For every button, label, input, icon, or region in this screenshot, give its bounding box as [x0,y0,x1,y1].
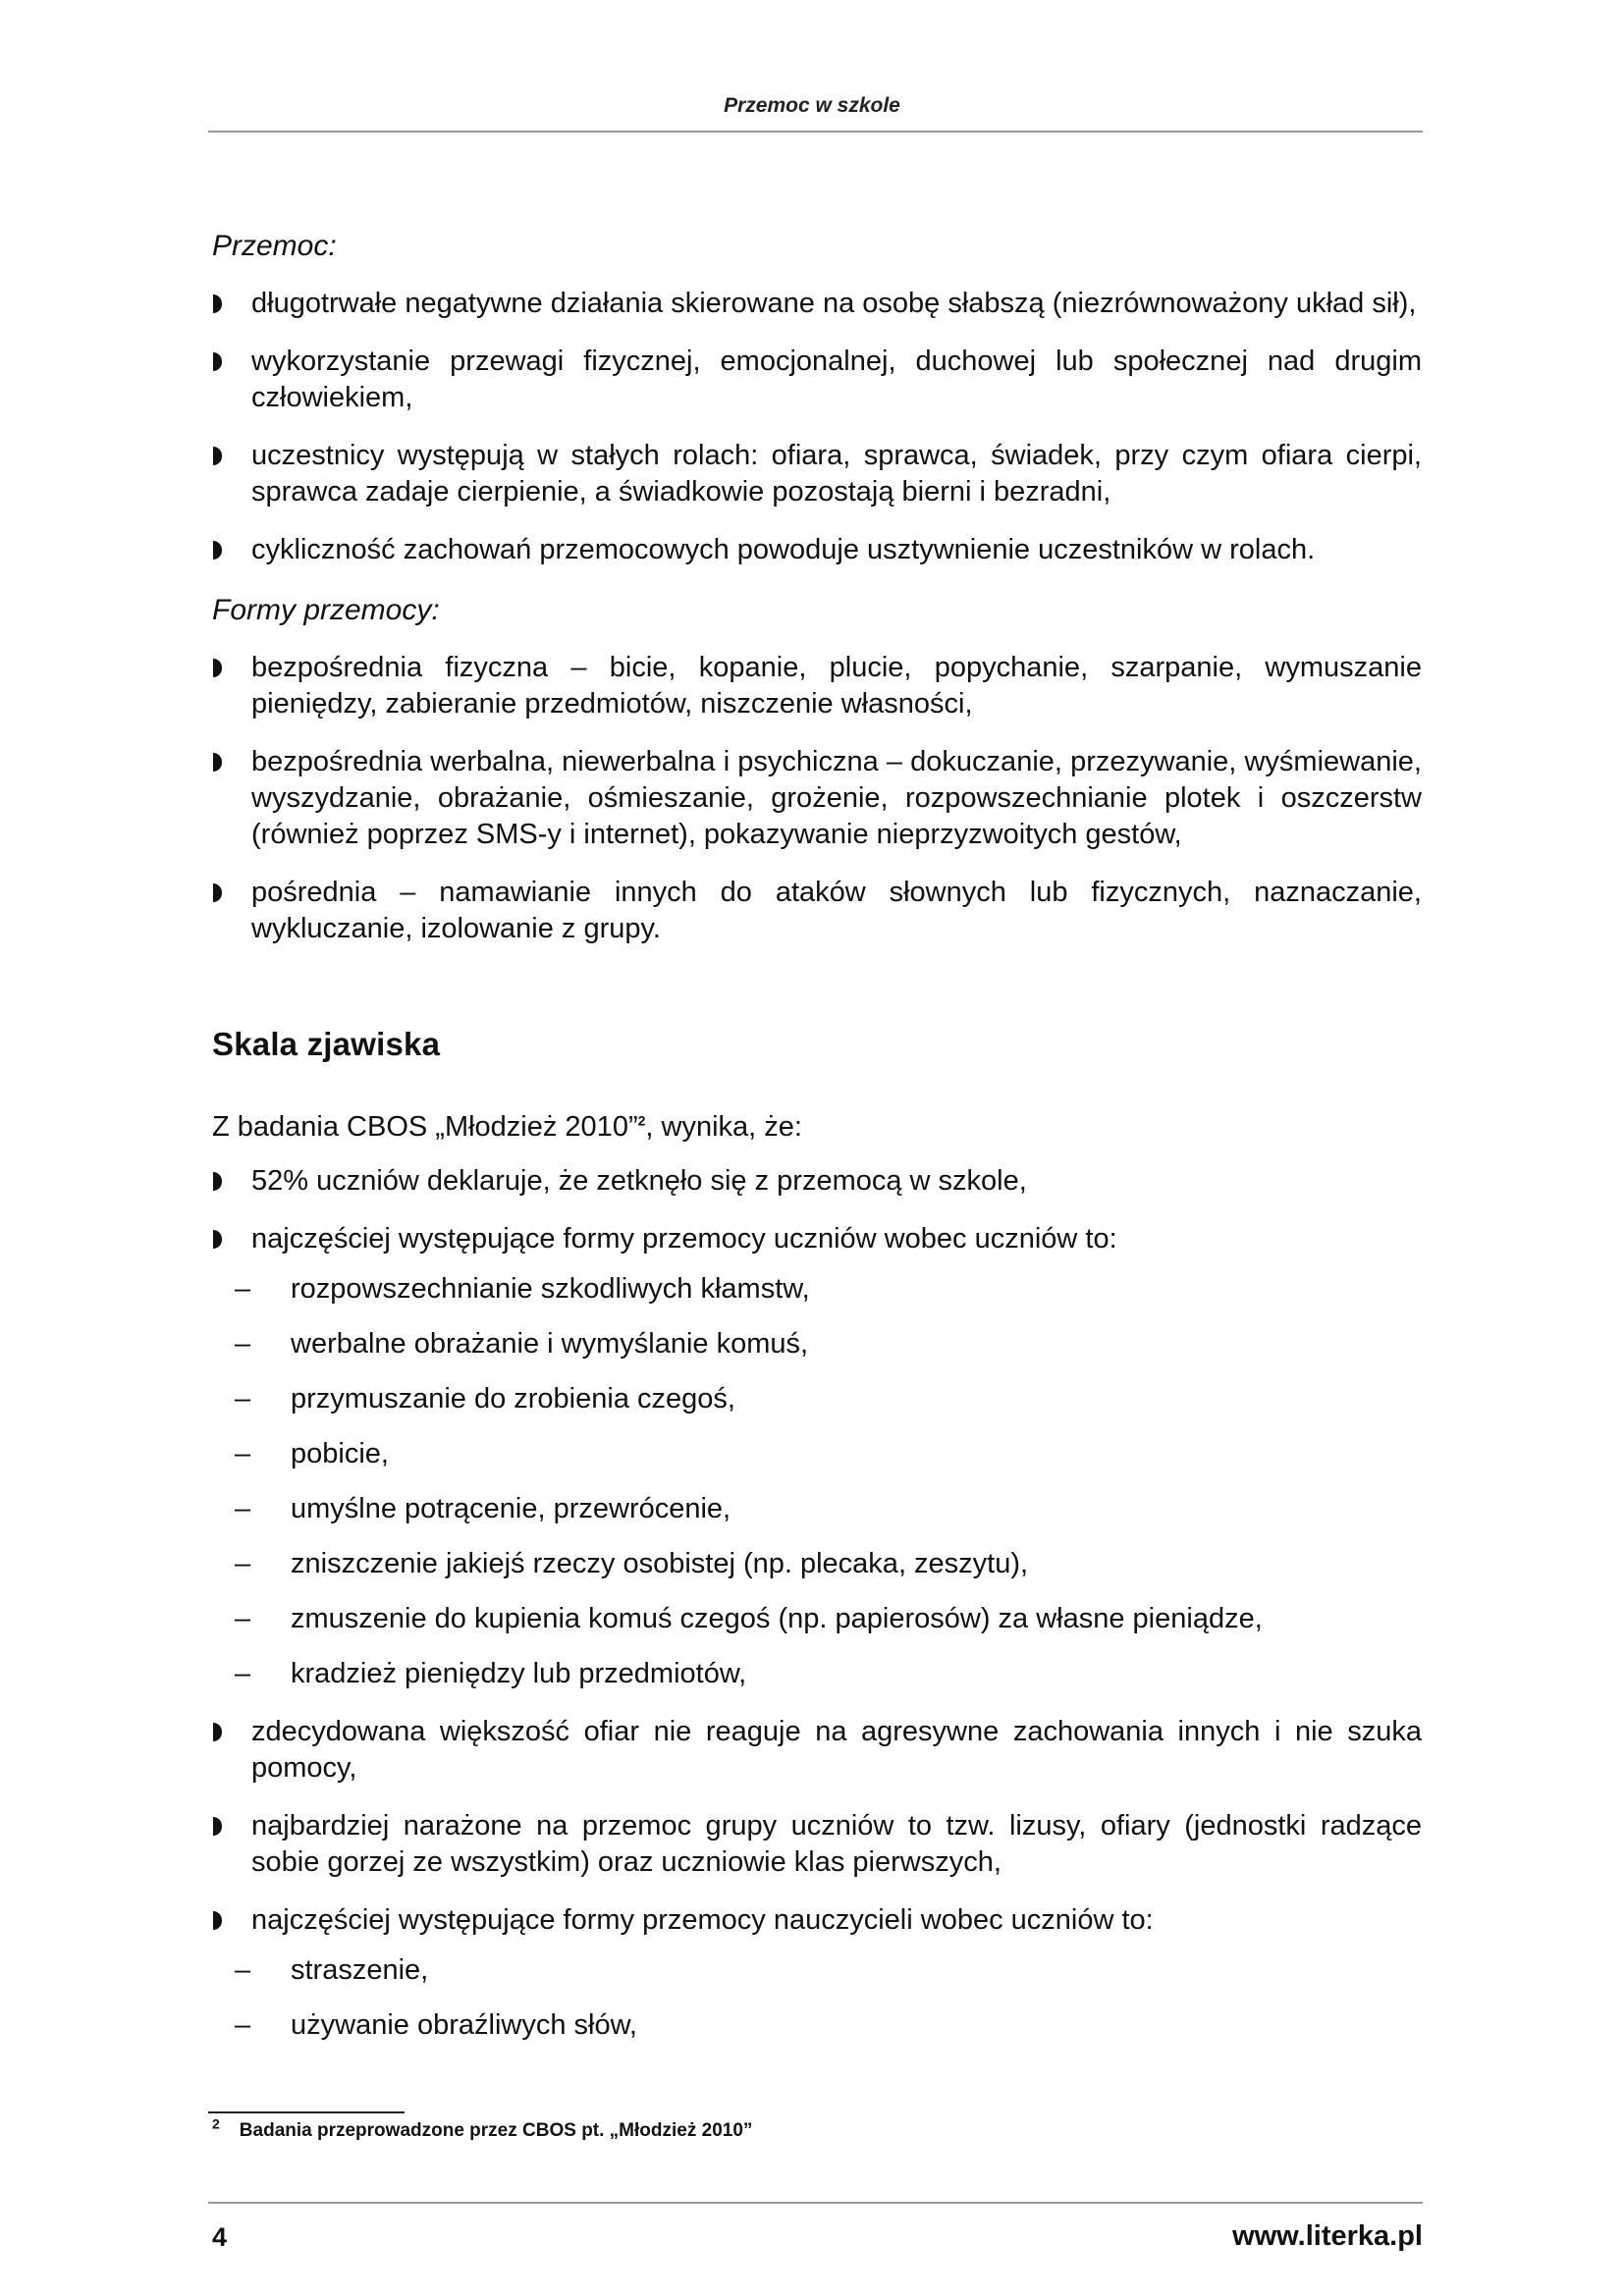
section-heading-scale: Skala zjawiska [212,1026,441,1062]
list-item-text: 52% uczniów deklaruje, że zetknęło się z przemocą w szkole, [251,1165,1027,1197]
bullet-icon [213,1817,222,1836]
sublist-item-text: rozpowszechnianie szkodliwych kłamstw, [291,1273,810,1305]
list-item [212,344,1422,416]
dash-icon: – [235,1954,251,1986]
bullet-icon [213,1911,222,1930]
dash-icon: – [235,1548,251,1579]
sublist-item [235,1952,1405,1989]
header-divider [208,131,1423,133]
list-item [212,650,1422,722]
bullet-icon [213,447,222,465]
footnote-divider [208,2111,405,2113]
sublist-item-text: zniszczenie jakiejś rzeczy osobistej (np. plecaka, zeszytu), [291,1548,1029,1579]
list-item-text: pośrednia – namawianie innych do ataków słownych lub fizycznych, naznaczanie, wykluczanie, izolowanie z grupy. [251,877,1422,944]
list-item-text: bezpośrednia werbalna, niewerbalna i psychiczna – dokuczanie, przezywanie, wyśmiewanie, wyszydzanie, obrażanie, ośmieszanie, grożenie, rozpowszechnianie plotek i oszczerstw (również poprzez SMS-y i internet), pokazywanie nieprzyzwoitych gestów, [251,746,1422,850]
dash-icon: – [235,1493,251,1524]
list-item-text: długotrwałe negatywne działania skierowane na osobę słabszą (niezrównoważony układ sił), [251,288,1417,319]
intro-text: Z badania CBOS „Młodzież 2010” [212,1111,638,1143]
running-header: Przemoc w szkole [724,94,900,117]
bullet-icon [213,753,222,772]
dash-icon: – [235,1328,251,1360]
list-item [212,286,1422,322]
footer-divider [208,2202,1423,2204]
list-item [212,438,1422,510]
sublist-item-text: zmuszenie do kupienia komuś czegoś (np. papierosów) za własne pieniądze, [291,1603,1263,1634]
teacher-forms-list [235,1952,1422,2044]
list-item-text: bezpośrednia fizyczna – bicie, kopanie, plucie, popychanie, szarpanie, wymuszanie pieniędzy, zabieranie przedmiotów, niszczenie własności, [251,652,1422,720]
dash-icon: – [235,2009,251,2041]
list-item-text: najczęściej występujące formy przemocy uczniów wobec uczniów to: [251,1223,1117,1255]
bullet-icon [213,1172,222,1191]
scale-intro [212,1109,1422,1146]
bullet-icon [213,883,222,902]
list-item [212,1808,1422,1881]
footnote [212,2115,753,2142]
list-item-text: najbardziej narażone na przemoc grupy uczniów to tzw. lizusy, ofiary (jednostki radzące sobie gorzej ze wszystkim) oraz uczniowie klas pierwszych, [251,1810,1422,1878]
list-item [212,1221,1422,1692]
list-item-text: zdecydowana większość ofiar nie reaguje na agresywne zachowania innych i nie szuka pomocy, [251,1716,1422,1784]
footnote-marker: 2 [212,2115,220,2132]
sublist-item [235,1326,1405,1362]
dash-icon: – [235,1273,251,1305]
sublist-item [235,1491,1405,1527]
bullet-icon [213,659,222,677]
site-url: www.literka.pl [1232,2220,1423,2252]
sublist-item [235,1436,1405,1472]
violence-list [212,286,1422,568]
student-forms-list [235,1271,1422,1692]
list-item-text: cykliczność zachowań przemocowych powoduje usztywnienie uczestników w rolach. [251,534,1316,565]
bullet-icon [213,352,222,371]
sublist-item [235,1271,1405,1308]
footnote-text: Badania przeprowadzone przez CBOS pt. „Młodzież 2010” [239,2120,753,2141]
section-label-violence: Przemoc: [212,230,337,262]
forms-list [212,650,1422,947]
list-item-text: wykorzystanie przewagi fizycznej, emocjonalnej, duchowej lub społecznej nad drugim człowiekiem, [251,346,1422,413]
footnote-reference: 2 [637,1112,646,1129]
list-item-text: uczestnicy występują w stałych rolach: ofiara, sprawca, świadek, przy czym ofiara cierpi, sprawca zadaje cierpienie, a świadkowie pozostają bierni i bezradni, [251,440,1422,507]
bullet-icon [213,294,222,313]
sublist-item-text: umyślne potrącenie, przewrócenie, [291,1493,731,1524]
list-item [212,744,1422,853]
page-number: 4 [212,2222,228,2252]
list-item [212,532,1422,568]
sublist-item-text: pobicie, [291,1438,389,1469]
sublist-item [235,1601,1405,1637]
list-item [212,1902,1422,2044]
list-item [212,1163,1422,1200]
intro-tail: , wynika, że: [645,1111,802,1143]
scale-list [212,1163,1422,2044]
section-label-forms: Formy przemocy: [212,594,440,626]
bullet-icon [213,541,222,560]
dash-icon: – [235,1603,251,1634]
sublist-item-text: straszenie, [291,1954,429,1986]
sublist-item-text: kradzież pieniędzy lub przedmiotów, [291,1658,747,1689]
sublist-item-text: werbalne obrażanie i wymyślanie komuś, [291,1328,809,1360]
bullet-icon [213,1723,222,1741]
sublist-item-text: przymuszanie do zrobienia czegoś, [291,1383,735,1415]
sublist-item [235,1656,1405,1692]
sublist-item [235,1546,1405,1582]
list-item-text: najczęściej występujące formy przemocy nauczycieli wobec uczniów to: [251,1904,1154,1936]
bullet-icon [213,1230,222,1249]
dash-icon: – [235,1658,251,1689]
list-item [212,1714,1422,1787]
dash-icon: – [235,1383,251,1415]
dash-icon: – [235,1438,251,1469]
sublist-item [235,1381,1405,1417]
sublist-item-text: używanie obraźliwych słów, [291,2009,637,2041]
page-content [212,228,1422,2065]
list-item [212,875,1422,947]
sublist-item [235,2007,1405,2044]
